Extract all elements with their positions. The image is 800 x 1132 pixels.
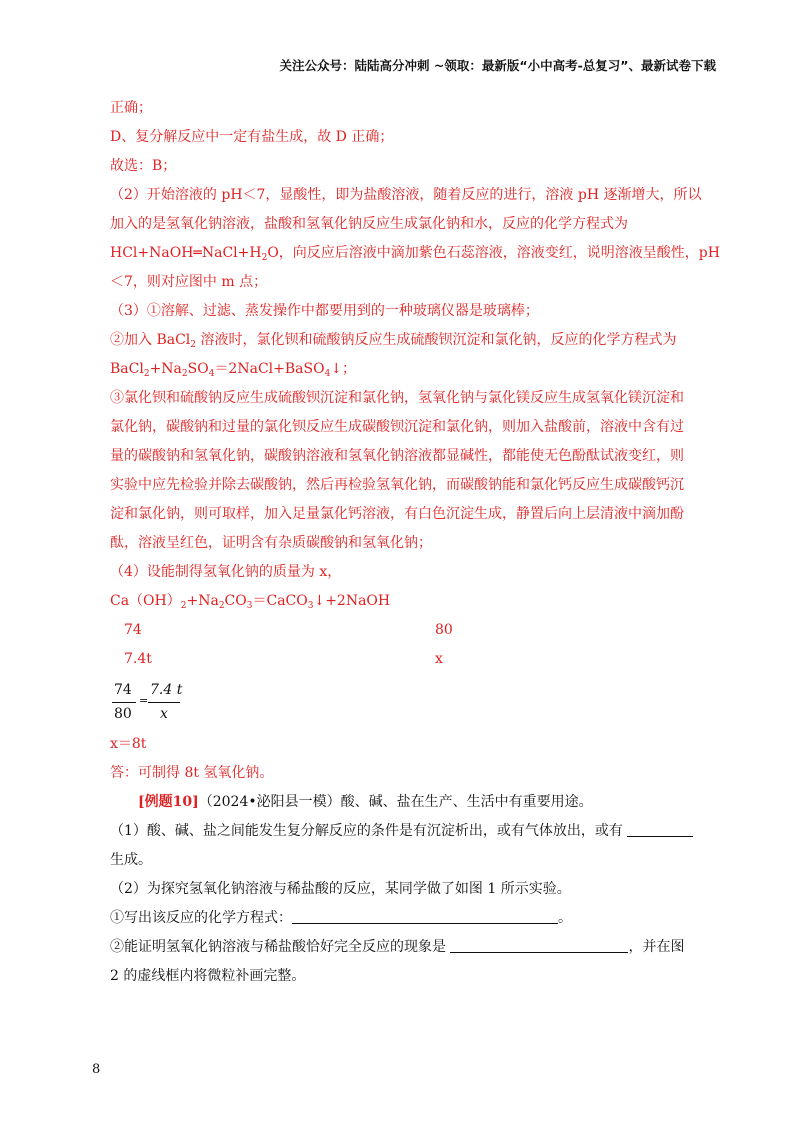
text-run: （1）酸、碱、盐之间能发生复分解反应的条件是有沉淀析出，或有气体放出，或有: [110, 823, 623, 839]
text-run: ↓+2NaOH: [313, 593, 391, 609]
ratio-right-value: 80: [435, 622, 453, 638]
answer-line: ③氯化钡和硫酸钠反应生成硫酸钡沉淀和氯化钠，氢氧化钠与氯化镁反应生成氢氧化镁沉淀和: [110, 390, 684, 406]
answer-line: [110, 330, 676, 355]
answer-line: 淀和氯化钠，则可取样，加入足量氯化钙溶液，有白色沉淀生成，静置后向上层清液中滴加酚: [110, 506, 684, 522]
question-line: [110, 937, 684, 957]
answer-blank[interactable]: [292, 909, 558, 924]
text-run: O，向反应后溶液中滴加紫色石蕊溶液，溶液变红，说明溶液呈酸性，pH: [267, 245, 720, 261]
fraction-bar: [148, 702, 180, 703]
answer-line: 故选：B；: [110, 158, 177, 174]
text-run: ＝CaCO: [252, 593, 308, 609]
text-run: ↓；: [330, 361, 357, 377]
answer-line: （4）设能制得氢氧化钠的质量为 x，: [110, 564, 342, 580]
text-run: 溶液时，氯化钡和硫酸钠反应生成硫酸钡沉淀和氯化钠，反应的化学方程式为: [196, 332, 677, 348]
answer-line: 量的碳酸钠和氢氧化钠，碳酸钠溶液和氢氧化钠溶液都显碱性，都能使无色酚酞试液变红，则: [110, 448, 684, 464]
subscript: 2: [190, 340, 197, 350]
example-intro: （2024•泌阳县一模）酸、碱、盐在生产、生活中有重要用途。: [198, 794, 593, 810]
answer-line: （2）开始溶液的 pH＜7，显酸性，即为盐酸溶液，随着反应的进行，溶液 pH 逐渐增大，所以: [110, 187, 702, 203]
answer-line: 酞，溶液呈红色，证明含有杂质碳酸钠和氢氧化钠；: [110, 535, 432, 551]
subscript: 2: [181, 369, 188, 379]
ratio-left-value: 74: [124, 622, 142, 638]
answer-blank[interactable]: [450, 938, 628, 953]
page-number: 8: [92, 1062, 101, 1077]
chemical-equation: [110, 359, 356, 384]
answer-line: 加入的是氢氧化钠溶液，盐酸和氢氧化钠反应生成氯化钠和水，反应的化学方程式为: [110, 216, 628, 232]
subscript: 4: [208, 369, 215, 379]
question-line: [110, 908, 572, 928]
subscript: 2: [143, 369, 150, 379]
example-tag: [例题10]: [138, 794, 199, 810]
equals-sign: =: [139, 694, 149, 707]
text-run: CO: [224, 593, 247, 609]
page-header: 关注公众号：陆陆高分冲刺 ~领取：最新版“小中高考-总复习”、最新试卷下载: [279, 58, 716, 73]
text-run: ，并在图: [628, 939, 685, 955]
ratio-left-value: 7.4t: [124, 651, 152, 667]
question-line: （2）为探究氢氧化钠溶液与稀盐酸的反应，某同学做了如图 1 所示实验。: [110, 881, 571, 897]
question-line: 2 的虚线框内将微粒补画完整。: [110, 968, 306, 984]
text-run: SO: [187, 361, 209, 377]
text-run: +Na: [186, 593, 219, 609]
answer-blank[interactable]: [627, 822, 693, 837]
text-run: BaCl: [110, 361, 144, 377]
answer-line: （3）①溶解、过滤、蒸发操作中都要用到的一种玻璃仪器是玻璃棒；: [110, 303, 539, 319]
subscript: 4: [324, 369, 331, 379]
text-run: +Na: [149, 361, 182, 377]
question-line: 生成。: [110, 852, 152, 868]
answer-line: 正确；: [110, 100, 152, 116]
fraction-denominator: 80: [114, 706, 132, 722]
answer-line: [110, 243, 720, 268]
fraction-bar: [112, 702, 136, 703]
answer-line: 答：可制得 8t 氢氧化钠。: [110, 765, 274, 781]
subscript: 2: [218, 601, 225, 611]
answer-line: 氯化钠，碳酸钠和过量的氯化钡反应生成碳酸钡沉淀和氯化钠，则加入盐酸前，溶液中含有过: [110, 419, 684, 435]
answer-line: 实验中应先检验并除去碳酸钠，然后再检验氢氧化钠，而碳酸钠能和氯化钙反应生成碳酸钙沉: [110, 477, 684, 493]
text-run: 。: [558, 910, 572, 926]
fraction-denominator: x: [160, 706, 168, 722]
proportion-equation: [110, 680, 200, 730]
subscript: 3: [307, 601, 314, 611]
fraction-numerator: 74: [114, 682, 132, 698]
subscript: 2: [180, 601, 187, 611]
text-run: ＝2NaCl+BaSO: [214, 361, 325, 377]
ratio-right-value: x: [435, 651, 443, 667]
text-run: Ca（OH）: [110, 593, 181, 609]
chemical-equation: [110, 591, 390, 616]
answer-line: D、复分解反应中一定有盐生成，故 D 正确；: [110, 129, 394, 145]
subscript: 3: [246, 601, 253, 611]
text-run: ①写出该反应的化学方程式：: [110, 910, 292, 926]
question-line: [110, 821, 693, 841]
fraction-numerator: 7.4 t: [150, 682, 183, 698]
text-run: ②能证明氢氧化钠溶液与稀盐酸恰好完全反应的现象是: [110, 939, 446, 955]
text-run: ②加入 BaCl: [110, 332, 191, 348]
answer-line: ＜7，则对应图中 m 点；: [110, 274, 268, 290]
answer-line: x＝8t: [110, 736, 147, 752]
text-run: HCl+NaOH═NaCl+H: [110, 245, 262, 261]
example-title: [138, 792, 593, 812]
subscript: 2: [261, 253, 268, 263]
